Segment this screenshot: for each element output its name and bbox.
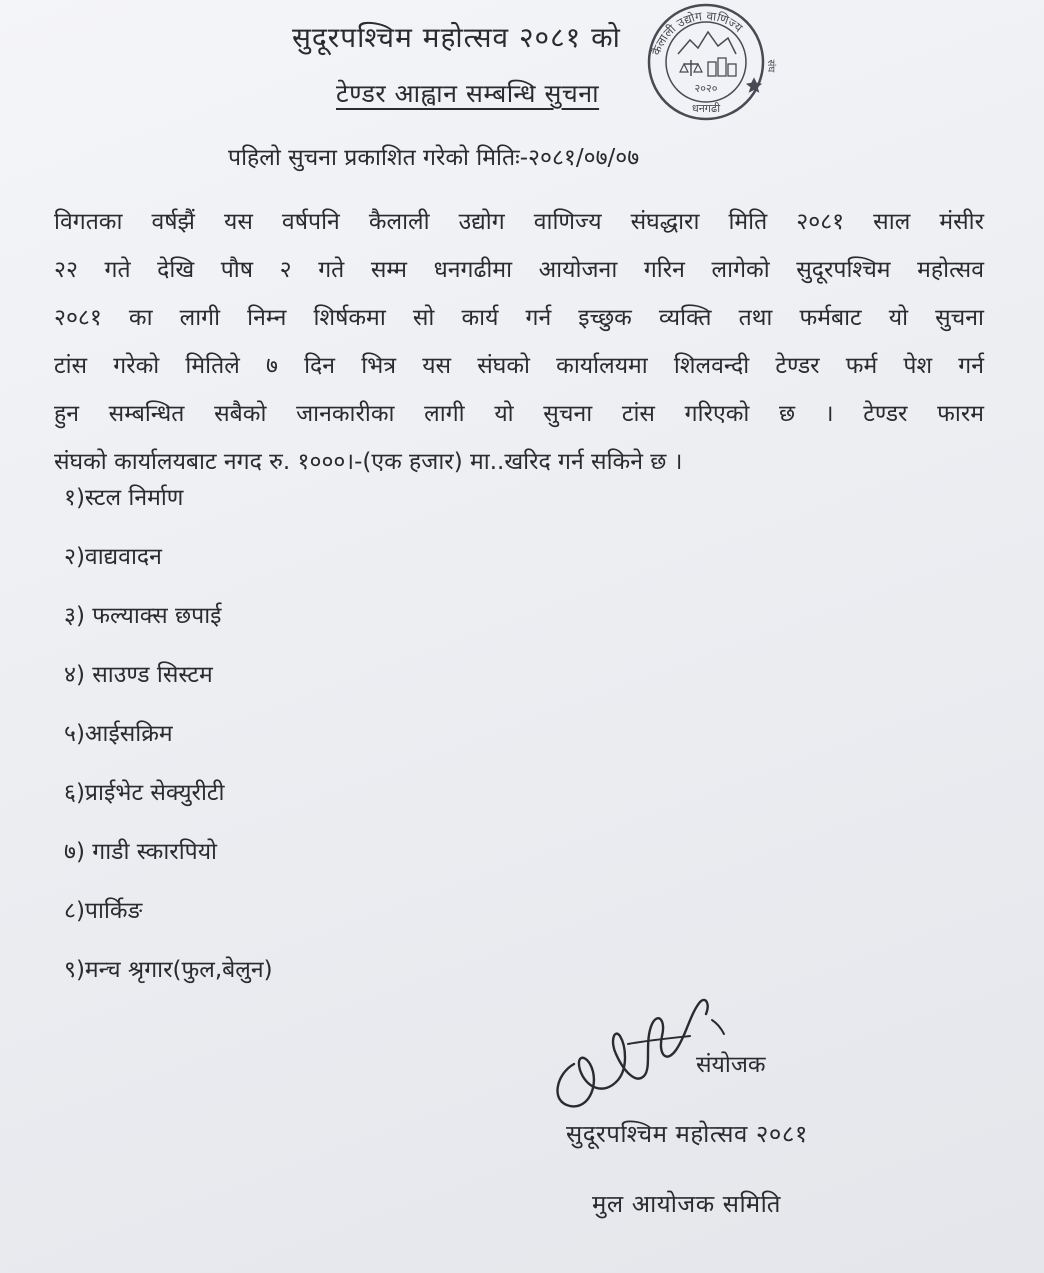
published-date: पहिलो सुचना प्रकाशित गरेको मितिः-२०८१/०७/०७ — [228, 145, 640, 171]
tender-items-list — [64, 478, 273, 1009]
svg-text:कैलाली उद्योग वाणिज्य — [649, 9, 746, 57]
list-item: ३) फल्याक्स छपाई — [64, 603, 222, 629]
organization-seal-icon — [632, 2, 780, 122]
notice-body — [54, 198, 984, 486]
seal-place-text: धनगढी — [691, 102, 721, 115]
notice-title: सुदूरपश्चिम महोत्सव २०८१ को — [292, 21, 621, 54]
seal-side-text: संघ — [765, 59, 776, 73]
body-line: हुन सम्बन्धित सबैको जानकारीका लागी यो सुचना टांस गरिएको छ । टेण्डर फारम — [54, 401, 984, 427]
signatory-role: संयोजक — [696, 1052, 766, 1078]
list-item: ५)आईसक्रिम — [64, 721, 173, 747]
body-line: २२ गते देखि पौष २ गते सम्म धनगढीमा आयोजना गरिन लागेको सुदूरपश्चिम महोत्सव — [54, 257, 984, 283]
seal-year-text: २०२० — [694, 82, 718, 95]
signatory-committee: मुल आयोजक समिति — [592, 1190, 781, 1218]
list-item: ९)मन्च श्रृगार(फुल,बेलुन) — [64, 957, 273, 983]
notice-subtitle: टेण्डर आह्वान सम्बन्धि सुचना — [336, 79, 600, 108]
seal-top-text: कैलाली उद्योग वाणिज्य — [648, 8, 746, 58]
list-item: ६)प्राईभेट सेक्युरीटी — [64, 780, 225, 806]
list-item: ४) साउण्ड सिस्टम — [64, 662, 213, 688]
body-line: विगतका वर्षझैं यस वर्षपनि कैलाली उद्योग वाणिज्य संघद्धारा मिति २०८१ साल मंसीर — [54, 209, 984, 235]
body-line: टांस गरेको मितिले ७ दिन भित्र यस संघको कार्यालयमा शिलवन्दी टेण्डर फर्म पेश गर्न — [54, 353, 984, 379]
list-item: १)स्टल निर्माण — [64, 485, 184, 511]
list-item: ७) गाडी स्कारपियो — [64, 839, 218, 865]
signatory-organization: सुदूरपश्चिम महोत्सव २०८१ — [566, 1120, 808, 1148]
list-item: २)वाद्यवादन — [64, 544, 162, 570]
body-line: संघको कार्यालयबाट नगद रु. १०००।-(एक हजार) मा..खरिद गर्न सकिने छ । — [54, 449, 683, 475]
list-item: ८)पार्किङ — [64, 898, 143, 924]
body-line: २०८१ का लागी निम्न शिर्षकमा सो कार्य गर्न इच्छुक व्यक्ति तथा फर्मबाट यो सुचना — [54, 305, 984, 331]
